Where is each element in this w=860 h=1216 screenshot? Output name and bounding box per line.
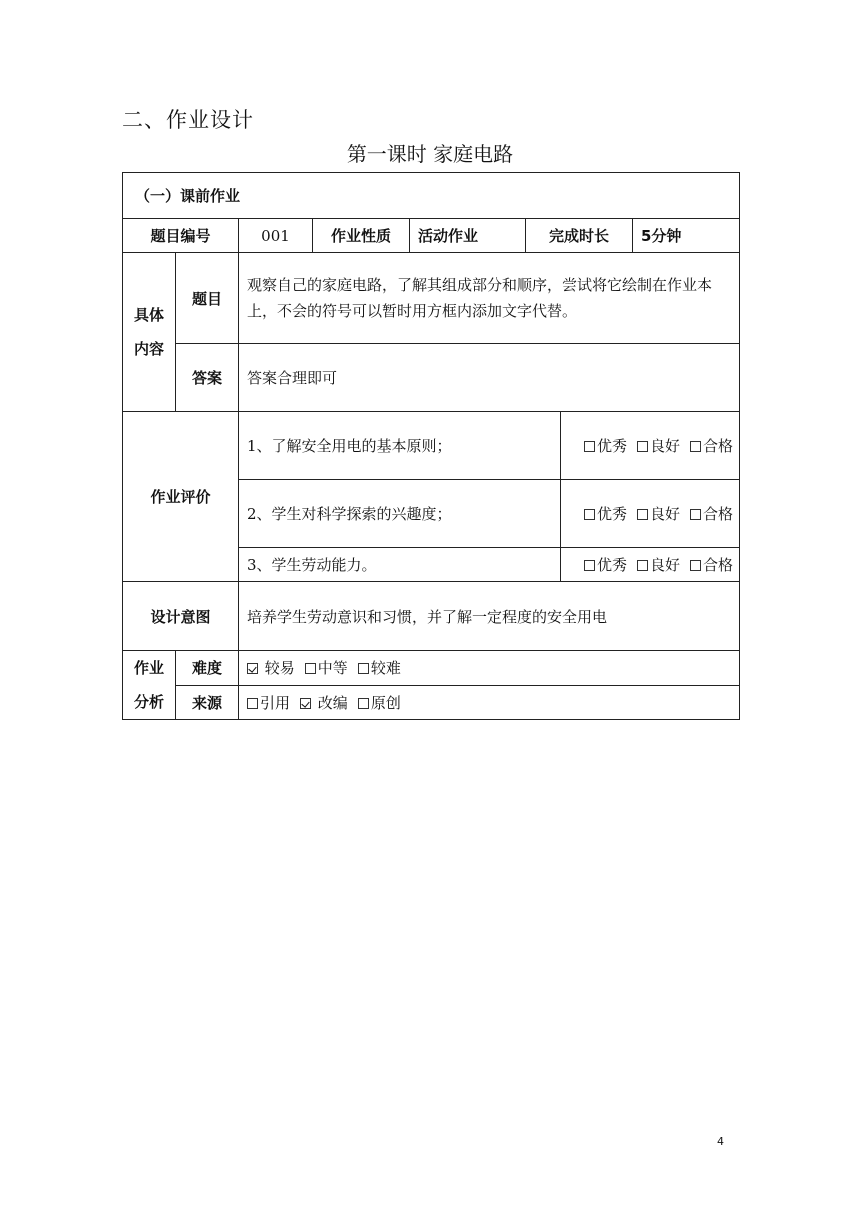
checkbox-icon[interactable] [358, 698, 369, 709]
sub-heading: （一）课前作业 [123, 173, 740, 219]
checkbox-icon[interactable] [305, 663, 316, 674]
rating-option: 优秀 [596, 556, 627, 574]
answer-text: 答案合理即可 [239, 344, 740, 412]
difficulty-option: 较易 [264, 659, 295, 678]
evaluation-item-text: 2、学生对科学探索的兴趣度； [239, 480, 561, 548]
time-value: 5分钟 [633, 219, 740, 253]
design-label: 设计意图 [123, 582, 239, 651]
time-label: 完成时长 [526, 219, 633, 253]
checkbox-icon[interactable] [358, 663, 369, 674]
rating-option: 优秀 [596, 437, 627, 455]
checked-box-icon[interactable] [247, 663, 258, 674]
evaluation-item-text: 3、学生劳动能力。 [239, 548, 561, 582]
evaluation-item-text: 1、了解安全用电的基本原则； [239, 412, 561, 480]
number-label: 题目编号 [123, 219, 239, 253]
number-value: 001 [239, 219, 313, 253]
evaluation-item-rating [561, 412, 740, 480]
checkbox-icon[interactable] [247, 698, 258, 709]
analysis-label-line1: 作业 [133, 659, 164, 677]
checkbox-icon[interactable] [637, 509, 648, 520]
rating-option: 合格 [703, 556, 734, 574]
evaluation-label: 作业评价 [123, 412, 239, 582]
analysis-label-line2: 分析 [133, 693, 164, 711]
rating-option: 良好 [649, 505, 680, 523]
checkbox-icon[interactable] [690, 441, 701, 452]
difficulty-option: 较难 [370, 659, 401, 678]
rating-option: 优秀 [596, 505, 627, 523]
checkbox-icon[interactable] [584, 509, 595, 520]
source-option: 引用 [260, 693, 291, 712]
content-label-line2: 内容 [133, 340, 164, 358]
content-label [123, 253, 176, 412]
question-text: 观察自己的家庭电路，了解其组成部分和顺序，尝试将它绘制在作业本上，不会的符号可以暂时用方框内添加文字代替。 [239, 253, 740, 344]
checkbox-icon[interactable] [584, 560, 595, 571]
page-number: 4 [717, 1135, 724, 1148]
checkbox-icon[interactable] [584, 441, 595, 452]
difficulty-option: 中等 [317, 659, 348, 678]
rating-option: 合格 [703, 505, 734, 523]
source-label: 来源 [176, 685, 239, 720]
content-label-line1: 具体 [133, 306, 164, 324]
source-option: 改编 [317, 693, 348, 712]
checkbox-icon[interactable] [637, 441, 648, 452]
checked-box-icon[interactable] [300, 698, 311, 709]
analysis-label [123, 651, 176, 720]
difficulty-label: 难度 [176, 651, 239, 686]
nature-label: 作业性质 [313, 219, 410, 253]
design-text: 培养学生劳动意识和习惯，并了解一定程度的安全用电 [239, 582, 740, 651]
question-label: 题目 [176, 253, 239, 344]
section-heading: 二、作业设计 [122, 108, 254, 132]
source-option: 原创 [370, 693, 401, 712]
source-options [239, 685, 740, 720]
rating-option: 合格 [703, 437, 734, 455]
difficulty-options [239, 651, 740, 686]
evaluation-item-rating [561, 548, 740, 582]
answer-label: 答案 [176, 344, 239, 412]
rating-option: 良好 [649, 437, 680, 455]
homework-table [122, 172, 740, 720]
evaluation-item-rating [561, 480, 740, 548]
rating-option: 良好 [649, 556, 680, 574]
checkbox-icon[interactable] [690, 560, 701, 571]
lesson-title: 第一课时 家庭电路 [346, 142, 514, 166]
checkbox-icon[interactable] [690, 509, 701, 520]
checkbox-icon[interactable] [637, 560, 648, 571]
nature-value: 活动作业 [410, 219, 526, 253]
